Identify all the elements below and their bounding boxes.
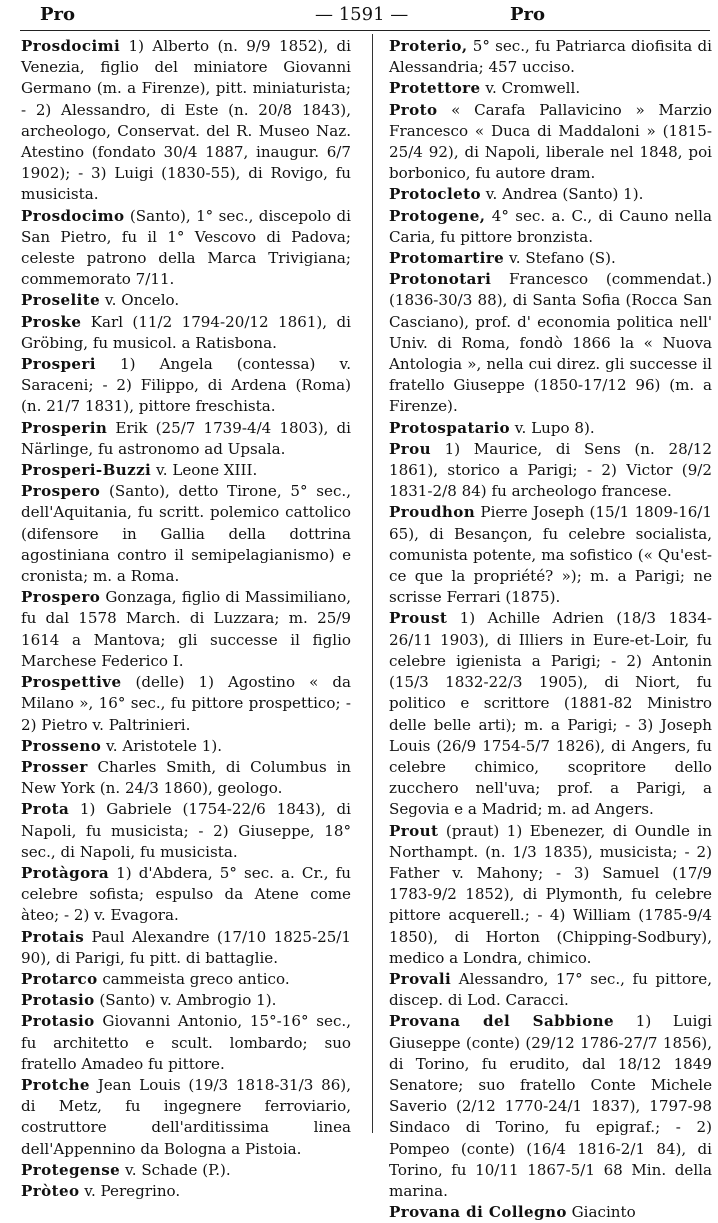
entry-headword: Protche: [21, 1075, 90, 1094]
dictionary-entry: [21, 969, 351, 990]
entry-headword: Prosperi-Buzzi: [21, 461, 152, 480]
dictionary-entry: [21, 1181, 351, 1202]
entry-headword: Prosseno: [21, 736, 102, 755]
entry-headword: Prosperin: [21, 418, 108, 437]
dictionary-entry: [21, 587, 351, 672]
dictionary-entry: [21, 206, 351, 291]
dictionary-entry: [389, 78, 712, 99]
entry-text: 1) Achille Adrien (18/3 1834-26/11 1903), di Illiers in Eure-et-Loir, fu celebre igienista a Parigi; - 2) Antonin (15/3 1832-22/3 1905), di Niort, fu politico e scrittore (1881-82 Ministro delle belle arti); m. a Parigi; - 3) Joseph Louis (26/9 1754-5/7 1826), di Angers, fu celebre chimico, scopritore dello zucchero nell'uva; prof. a Parigi, a Segovia e a Madrid; m. ad Angers.: [389, 609, 712, 819]
dictionary-entry: [21, 863, 351, 927]
entry-text: v. Aristotele 1).: [101, 736, 223, 755]
entry-text: 1) Gabriele (1754-22/6 1843), di Napoli, fu musicista; - 2) Giuseppe, 18° sec., di Napoli, fu musicista.: [21, 800, 351, 861]
page-header: [0, 0, 718, 34]
dictionary-entry: [389, 608, 712, 820]
dictionary-entry: [389, 100, 712, 185]
entry-text: cammeista greco antico.: [97, 969, 290, 988]
dictionary-entry: [389, 821, 712, 969]
dictionary-entry: [389, 1011, 712, 1202]
entry-headword: Protegense: [21, 1160, 121, 1179]
column-divider: [372, 34, 373, 1133]
entry-text: « Carafa Pallavicino » Marzio Francesco « Duca di Maddaloni » (1815-25/4 92), di Napoli, liberale nel 1848, poi borbonico, fu autore dram.: [389, 100, 712, 183]
dictionary-entry: [21, 757, 351, 799]
entry-text: 4° sec. a. C., di Cauno nella Caria, fu pittore bronzista.: [389, 206, 712, 246]
dictionary-entry: [389, 969, 712, 1011]
dictionary-entry: [21, 799, 351, 863]
right-column: [389, 36, 712, 1223]
dictionary-entry: [21, 1160, 351, 1181]
entry-text: 1) Alberto (n. 9/9 1852), di Venezia, figlio del miniatore Giovanni Germano (m. a Firenze), pitt. miniaturista; - 2) Alessandro, di Este (n. 20/8 1843), archeologo, Conservat. del R. Museo Naz. Atestino (fondato 30/4 1887, inaugur. 6/7 1902); - 3) Luigi (1830-55), di Rovigo, fu musicista.: [21, 37, 351, 204]
dictionary-entry: [21, 927, 351, 969]
entry-headword: Prospero: [21, 482, 101, 501]
entry-headword: Prout: [389, 821, 439, 840]
entry-headword: Protarco: [21, 969, 98, 988]
entry-text: v. Andrea (Santo) 1).: [480, 185, 644, 204]
entry-headword: Proudhon: [389, 503, 476, 522]
entry-headword: Provana di Collegno: [389, 1203, 567, 1222]
entry-text: 1) Luigi Giuseppe (conte) (29/12 1786-27/7 1856), di Torino, fu erudito, dal 18/12 1849 Senatore; suo fratello Conte Michele Saverio (2/12 1770-24/1 1837), 1797-98 Sindaco di Torino, fu epigraf.; - 2) Pompeo (conte) (16/4 1816-2/1 84), di Torino, fu 10/11 1867-5/1 68 Min. della marina.: [389, 1012, 712, 1200]
dictionary-entry: [389, 206, 712, 248]
entry-headword: Protasio: [21, 991, 95, 1010]
entry-text: (praut) 1) Ebenezer, di Oundle in Northampt. (n. 1/3 1835), musicista; - 2) Father v. Mahony; - 3) Samuel (17/9 1783-9/2 1852), di Plymonth, fu celebre pittore acquerell.; - 4) William (1785-9/4 1850), di Horton (Chipping-Sodbury), medico a Londra, chimico.: [389, 821, 712, 967]
entry-text: Francesco (commendat.) (1836-30/3 88), di Santa Sofia (Rocca San Casciano), prof. d' economia politica nell' Univ. di Roma, fondò 1866 la « Nuova Antologia », nella cui direz. gli successe il fratello Giuseppe (1850-17/12 96) (m. a Firenze).: [389, 270, 712, 416]
entry-headword: Protomartire: [389, 249, 505, 268]
entry-headword: Protospatario: [389, 418, 510, 437]
dictionary-entry: [21, 736, 351, 757]
entry-text: (Santo), detto Tirone, 5° sec., dell'Aquitania, fu scritt. polemico cattolico (difensore in Gallia della dottrina agostiniana contro il semipelagianismo) e cronista; m. a Roma.: [21, 482, 351, 586]
entry-headword: Protettore: [389, 79, 481, 98]
entry-text: 1) Maurice, di Sens (n. 28/12 1861), storico a Parigi; - 2) Victor (9/2 1831-2/8 84) fu archeologo francese.: [389, 439, 712, 501]
dictionary-entry: [21, 312, 351, 354]
dictionary-entry: [389, 502, 712, 608]
dictionary-entry: [21, 460, 351, 481]
entry-text: 1) d'Abdera, 5° sec. a. Cr., fu celebre sofista; espulso da Atene come àteo; - 2) v. Evagora.: [21, 863, 351, 925]
dictionary-entry: [21, 672, 351, 736]
dictionary-entry: [389, 1202, 712, 1223]
entry-text: Giacinto: [566, 1203, 636, 1222]
entry-headword: Prosser: [21, 757, 88, 776]
entry-headword: Proske: [21, 312, 82, 331]
header-rule: [20, 30, 710, 31]
entry-text: Paul Alexandre (17/10 1825-25/1 90), di Parigi, fu pitt. di battaglie.: [21, 927, 351, 967]
dictionary-entry: [21, 36, 351, 206]
dictionary-entry: [389, 269, 712, 417]
entry-text: v. Schade (P.).: [120, 1160, 231, 1179]
entry-text: 5° sec., fu Patriarca diofisita di Alessandria; 457 ucciso.: [389, 37, 712, 77]
entry-headword: Protonotari: [389, 270, 492, 289]
entry-headword: Prospettive: [21, 673, 122, 692]
entry-text: 1) Angela (contessa) v. Saraceni; - 2) Filippo, di Ardena (Roma) (n. 21/7 1831), pittore freschista.: [21, 355, 351, 416]
entry-text: v. Lupo 8).: [509, 418, 595, 437]
entry-headword: Prospero: [21, 588, 101, 607]
entry-text: Karl (11/2 1794-20/12 1861), di Gröbing, fu musicol. a Ratisbona.: [21, 312, 351, 352]
dictionary-entry: [21, 481, 351, 587]
entry-headword: Protasio: [21, 1012, 95, 1031]
entry-text: (Santo) v. Ambrogio 1).: [94, 991, 277, 1010]
dictionary-entry: [389, 36, 712, 78]
entry-headword: Protais: [21, 927, 85, 946]
dictionary-entry: [21, 354, 351, 418]
entry-headword: Prou: [389, 439, 431, 458]
entry-headword: Prosperi: [21, 355, 96, 374]
entry-headword: Protogene,: [389, 206, 486, 225]
entry-text: Jean Louis (19/3 1818-31/3 86), di Metz, fu ingegnere ferroviario, costruttore dell'arditissima linea dell'Appennino da Bologna a Pistoia.: [21, 1075, 351, 1158]
entry-headword: Provali: [389, 969, 452, 988]
entry-headword: Proust: [389, 609, 448, 628]
dictionary-entry: [21, 290, 351, 311]
entry-headword: Protocleto: [389, 185, 481, 204]
dictionary-entry: [21, 990, 351, 1011]
header-left-keyword: Pro: [40, 4, 76, 25]
entry-text: Giovanni Antonio, 15°-16° sec., fu architetto e scult. lombardo; suo fratello Amadeo fu pittore.: [21, 1012, 351, 1073]
header-right-keyword: Pro: [510, 4, 546, 25]
dictionary-entry: [21, 1075, 351, 1160]
entry-headword: Proto: [389, 100, 438, 119]
dictionary-entry: [389, 248, 712, 269]
entry-headword: Prosdocimo: [21, 206, 125, 225]
entry-text: Gonzaga, figlio di Massimiliano, fu dal 1578 March. di Luzzara; m. 25/9 1614 a Mantova; gli successe il figlio Marchese Federico I.: [21, 588, 351, 670]
entry-text: v. Cromwell.: [480, 79, 581, 98]
entry-text: Alessandro, 17° sec., fu pittore, discep. di Lod. Caracci.: [389, 969, 712, 1010]
dictionary-entry: [389, 418, 712, 439]
entry-text: Pierre Joseph (15/1 1809-16/1 65), di Besançon, fu celebre socialista, comunista potente, ma sofistico (« Qu'est-ce que la propriété? »); m. a Parigi; ne scrisse Ferrari (1875).: [389, 503, 712, 607]
entry-text: v. Leone XIII.: [151, 461, 258, 480]
entry-headword: Pròteo: [21, 1181, 80, 1200]
entry-headword: Protàgora: [21, 863, 110, 882]
entry-text: Charles Smith, di Columbus in New York (n. 24/3 1860), geologo.: [21, 757, 351, 798]
left-column: [21, 36, 351, 1202]
entry-text: v. Stefano (S).: [504, 249, 616, 268]
entry-text: (Santo), 1° sec., discepolo di San Pietro, fu il 1° Vescovo di Padova; celeste patrono della Marca Trivigiana; commemorato 7/11.: [21, 206, 351, 289]
entry-text: v. Oncelo.: [100, 291, 180, 310]
entry-text: v. Peregrino.: [79, 1181, 181, 1200]
dictionary-entry: [21, 418, 351, 460]
entry-headword: Proselite: [21, 291, 101, 310]
page-number: — 1591 —: [315, 4, 409, 25]
dictionary-entry: [21, 1011, 351, 1075]
entry-text: (delle) 1) Agostino « da Milano », 16° sec., fu pittore prospettico; - 2) Pietro v. Paltrinieri.: [21, 673, 351, 734]
dictionary-entry: [389, 439, 712, 503]
entry-headword: Prosdocimi: [21, 37, 121, 55]
entry-text: Erik (25/7 1739-4/4 1803), di Närlinge, fu astronomo ad Upsala.: [21, 418, 351, 458]
dictionary-entry: [389, 184, 712, 205]
entry-headword: Provana del Sabbione: [389, 1012, 615, 1031]
entry-headword: Prota: [21, 800, 70, 819]
entry-headword: Proterio,: [389, 37, 468, 55]
